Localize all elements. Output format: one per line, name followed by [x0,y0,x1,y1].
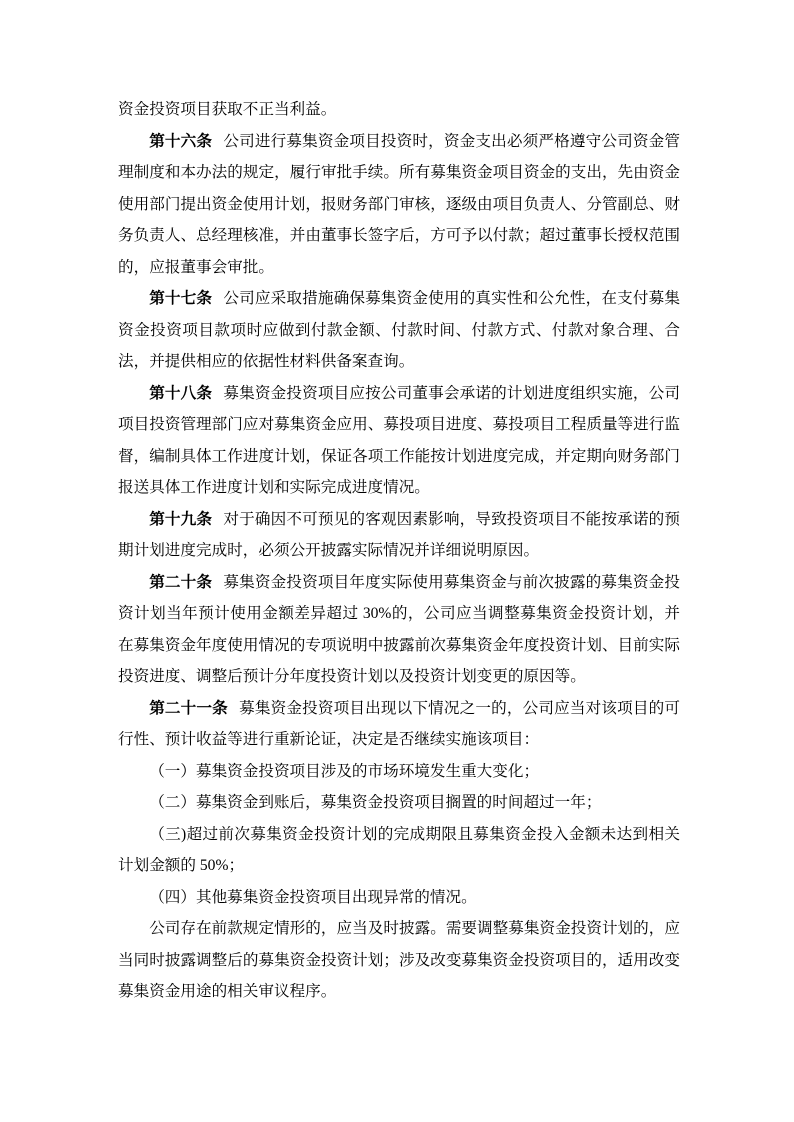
paragraph-text: （四）其他募集资金投资项目出现异常的情况。 [149,888,477,906]
article-number: 第十七条 [149,290,213,307]
paragraph-text: 公司进行募集资金项目投资时，资金支出必须严格遵守公司资金管理制度和本办法的规定，履行审批手续。所有募集资金项目资金的支出，先由资金使用部门提出资金使用计划，报财务部门审核，逐级由项目负责人、分管副总、财务负责人、总经理核准，并由董事长签字后，方可予以付款；超过董事长授权范围的，应报董事会审批。 [118,132,680,276]
paragraph-list-item-3 [118,819,680,882]
paragraph-list-item-1 [118,756,680,788]
article-number: 第二十条 [149,573,213,591]
paragraph-list-item-4 [118,882,680,914]
paragraph-text: 资金投资项目获取不正当利益。 [118,101,337,118]
article-number: 第十六条 [149,132,213,150]
article-number: 第十九条 [149,510,213,528]
article-number: 第十八条 [149,384,213,402]
paragraph-text: 对于确因不可预见的客观因素影响，导致投资项目不能按承诺的预期计划进度完成时，必须公开披露实际情况并详细说明原因。 [118,510,680,559]
paragraph-article-21 [118,693,680,756]
paragraph-text: （三)超过前次募集资金投资计划的完成期限且募集资金投入金额未达到相关计划金额的 50%； [118,825,680,874]
paragraph-text: （一）募集资金投资项目涉及的市场环境发生重大变化； [149,762,540,780]
paragraph-article-16 [118,126,680,284]
paragraph-text: 公司应采取措施确保募集资金使用的真实性和公允性，在支付募集资金投资项目款项时应做到付款金额、付款时间、付款方式、付款对象合理、合法，并提供相应的依据性材料供备案查询。 [118,290,680,370]
paragraph-text: （二）募集资金到账后，募集资金投资项目搁置的时间超过一年； [149,794,602,811]
paragraph [118,94,680,126]
paragraph-text: 公司存在前款规定情形的，应当及时披露。需要调整募集资金投资计划的，应当同时披露调整后的募集资金投资计划；涉及改变募集资金投资项目的，适用改变募集资金用途的相关审议程序。 [118,920,680,1000]
paragraph-text: 募集资金投资项目年度实际使用募集资金与前次披露的募集资金投资计划当年预计使用金额差异超过 30%的，公司应当调整募集资金投资计划，并在募集资金年度使用情况的专项说明中披露前次募集资金年度投资计划、目前实际投资进度、调整后预计分年度投资计划以及投资计划变更的原因等。 [118,573,680,685]
paragraph-list-item-2 [118,787,680,819]
paragraph-text: 募集资金投资项目出现以下情况之一的，公司应当对该项目的可行性、预计收益等进行重新论证，决定是否继续实施该项目： [118,699,680,748]
article-number: 第二十一条 [149,699,228,717]
paragraph-closing [118,913,680,1008]
paragraph-article-17 [118,283,680,378]
paragraph-article-19 [118,504,680,567]
paragraph-text: 募集资金投资项目应按公司董事会承诺的计划进度组织实施，公司项目投资管理部门应对募集资金应用、募投项目进度、募投项目工程质量等进行监督，编制具体工作进度计划，保证各项工作能按计划进度完成，并定期向财务部门报送具体工作进度计划和实际完成进度情况。 [118,384,680,496]
paragraph-article-20 [118,567,680,693]
paragraph-article-18 [118,378,680,504]
